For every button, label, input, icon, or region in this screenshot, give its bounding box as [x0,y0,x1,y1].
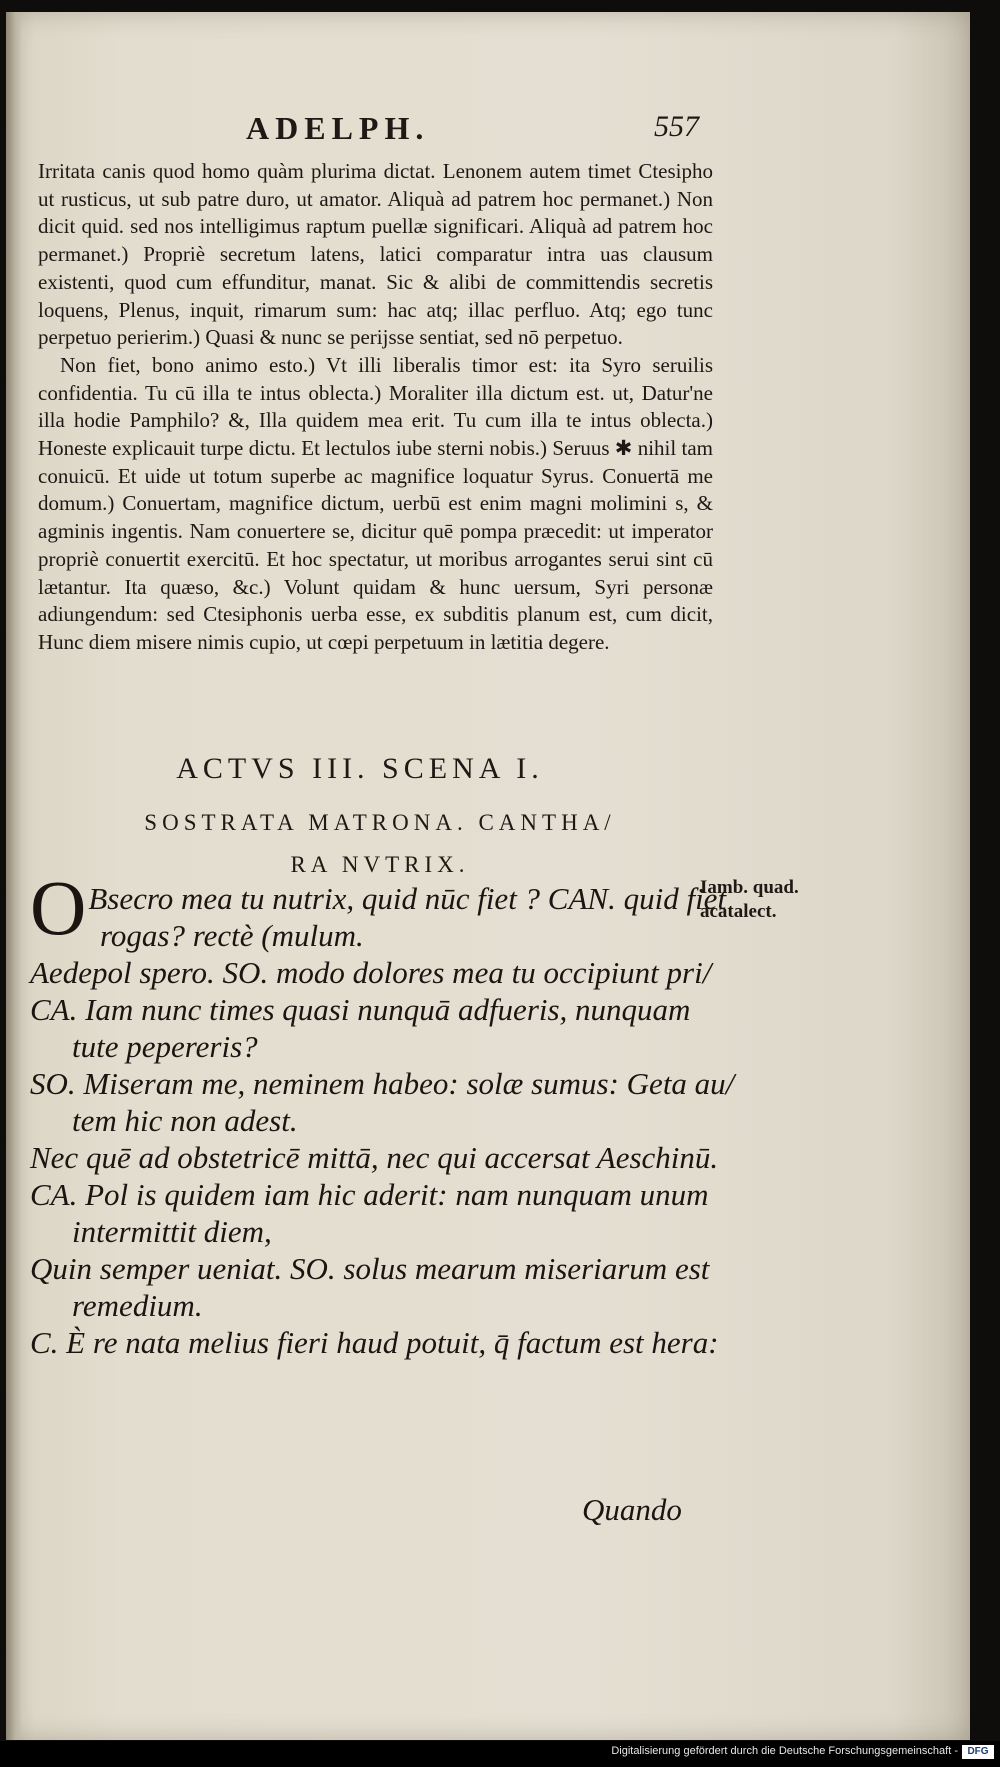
verse-line: Aedepol spero. SO. modo dolores mea tu occipiunt pri/ [30,955,712,990]
verse-line: SO. Miseram me, neminem habeo: solæ sumus: Geta au/ [30,1066,735,1101]
commentary-paragraph: Irritata canis quod homo quàm plurima dictat. Lenonem autem timet Ctesipho ut rusticus, ut sub patre duro, ut amator. Aliquà ad patrem hoc permanet.) Non dicit quid. sed nos intelligimus raptum puellæ significari. Aliquà ad patrem hoc permanet.) Propriè secretum latens, latici comparatur intra uas clausum existenti, quod cum effunditur, manat. Sic & alibi de committendis secretis loquens, Plenus, inquit, rimarum sum: hac atq; illac perfluo. Atq; ego tunc perpetuo perierim.) Quasi & nunc se perijsse sentiat, sed nō perpetuo. [38,159,713,350]
verse-line: rogas? rectè (mulum. [100,918,364,953]
scene-persons [60,802,700,886]
page-gutter [6,12,22,1740]
margin-note-line: Iamb. quad. [700,877,799,898]
persons-line: RA NVTRIX. [290,852,470,877]
footer-credit: Digitalisierung gefördert durch die Deutsche Forschungsgemeinschaft - [611,1745,958,1757]
verse-line: C. È re nata melius fieri haud potuit, q̄ factum est hera: [30,1325,719,1360]
verse-line: intermittit diem, [72,1214,272,1249]
running-title: ADELPH. [246,110,430,146]
page-number: 557 [654,110,699,143]
verse-line: remedium. [72,1288,203,1323]
running-head [6,110,970,154]
verse-line: Quin semper ueniat. SO. solus mearum miseriarum est [30,1251,710,1286]
verse-line: CA. Iam nunc times quasi nunquā adfueris, nunquam [30,992,691,1027]
persons-line: SOSTRATA MATRONA. CANTHA/ [144,810,616,835]
digitization-footer [0,1741,1000,1767]
drop-capital: O [30,864,87,951]
verse-line: tute pepereris? [72,1029,258,1064]
verse-line: Nec quē ad obstetricē mittā, nec qui accersat Aeschinū. [30,1140,719,1175]
commentary-block [38,158,713,657]
commentary-paragraph: Non fiet, bono animo esto.) Vt illi liberalis timor est: ita Syro seruilis confidentia. Tu cū illa te intus oblecta.) Moraliter illa dictum est. ut, Datur'ne illa hodie Pamphilo? &, Illa quidem mea erit. Tu cum illa te intus oblecta.) Honeste explicauit turpe dictu. Et lectulos iube sterni nobis.) Seruus ✱ nihil tam conuicū. Et uide ut totum superbe ac magnifice loquatur Syrus. Conuertā me domum.) Conuertam, magnifice dictum, uerbū est enim magni molimini s, & agminis ingentis. Nam conuertere se, dicitur quē pompa præcedit: ut imperator propriè conuertit exercitū. Et hoc spectatur, ut moribus arrogantes serui sint cū lætantur. Ita quæso, &c.) Volunt quidam & hunc uersum, Syri personæ adiungendum: sed Ctesiphonis uerba esse, ex subditis planum est, cum dicit, Hunc diem misere nimis cupio, ut cœpi perpetuum in lætitia degere. [38,352,713,654]
dfg-logo: DFG [962,1745,994,1759]
margin-note-line: acatalect. [700,901,777,922]
verse-line: tem hic non adest. [72,1103,298,1138]
verse-line-text: Bsecro mea tu nutrix, quid nūc fiet ? CAN. quid fiet [88,881,727,916]
verse-line: CA. Pol is quidem iam hic aderit: nam nunquam unum [30,1177,709,1212]
catchword: Quando [582,1492,682,1527]
act-scene-heading: ACTVS III. SCENA I. [176,752,544,785]
